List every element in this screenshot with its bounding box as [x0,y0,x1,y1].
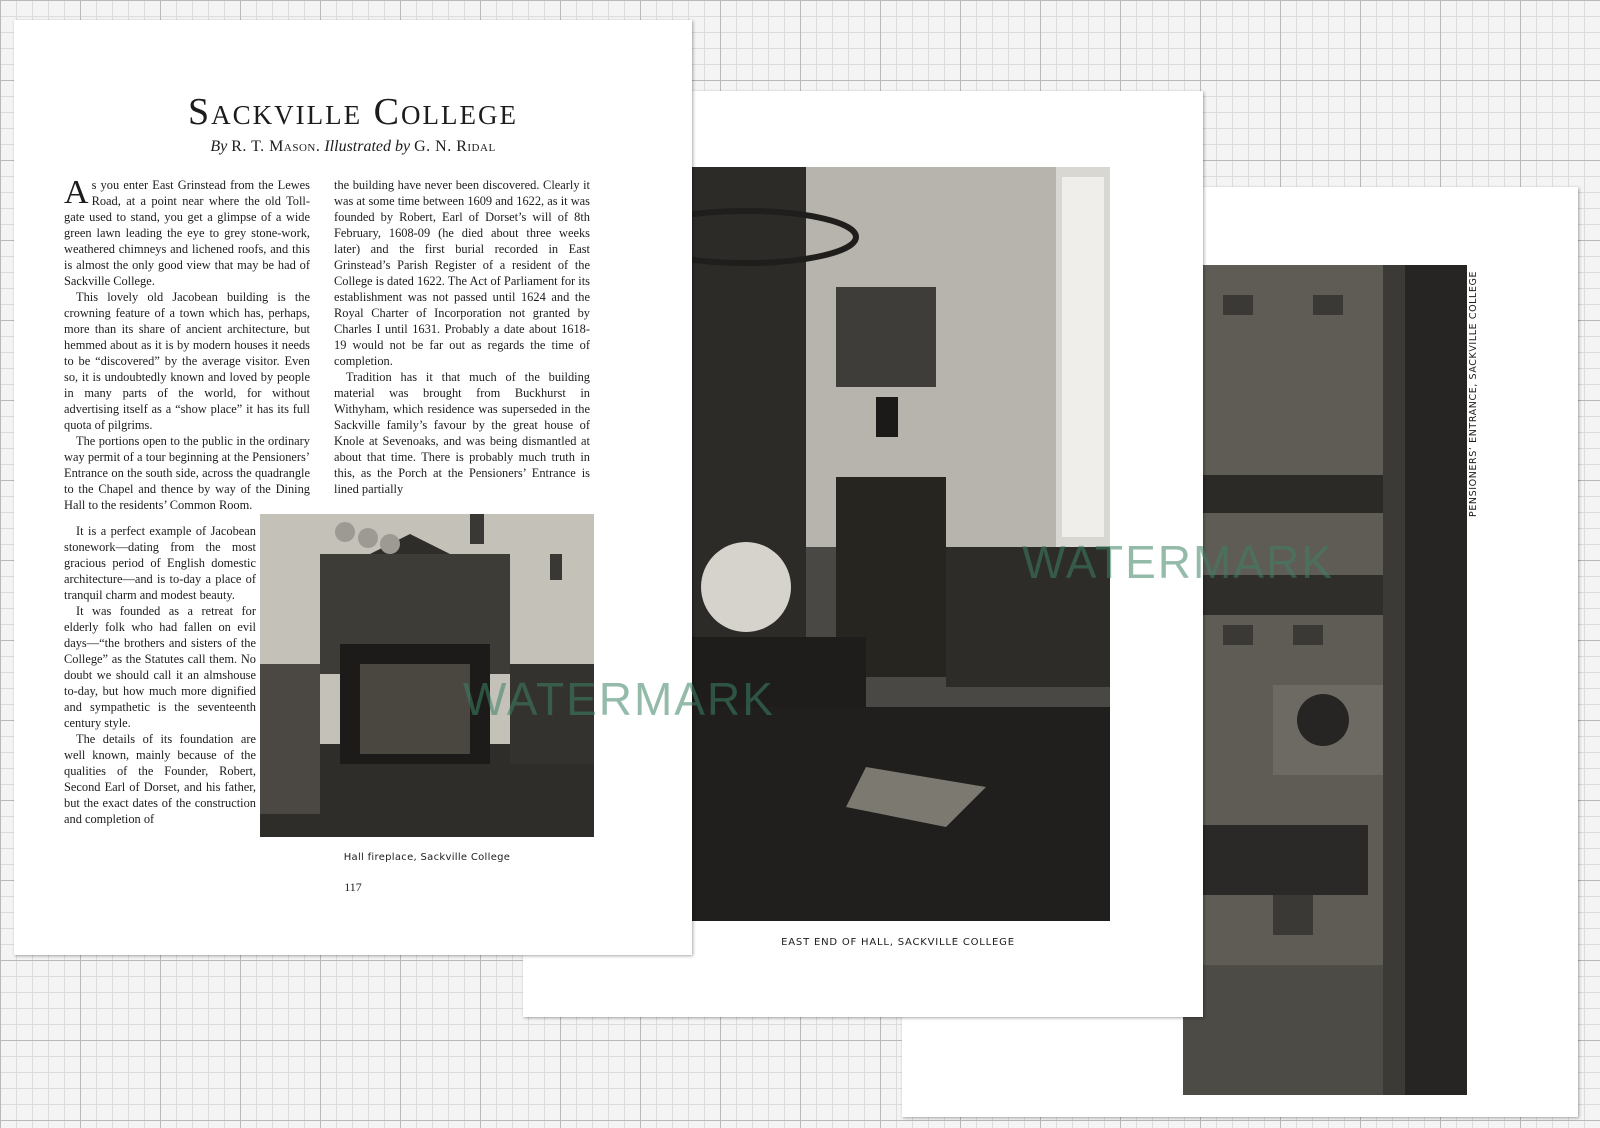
byline-illustrated: Illustrated by [324,138,411,155]
page-number: 117 [344,880,362,894]
photo-pensioners-entrance [1183,265,1467,1095]
drop-cap: A [64,174,89,211]
paragraph: The portions open to the public in the ordinary way permit of a tour beginning at the Pensioners’ Entrance on the south side, across the quadrangle to the Chapel and thence by way of the Dining Hall to the residents’ Common Room. [64,434,310,512]
paragraph: It was founded as a retreat for elderly folk who had fallen on evil days—“the brothers and sisters of the College” as the Statutes call them. No doubt we should call it an almshouse to-day, but how much more dignified and sympathetic is the seventeenth century style. [64,604,256,730]
article-column-1 [64,174,310,513]
article-column-1-lower [64,523,256,827]
caption-east-end-of-hall: EAST END OF HALL, SACKVILLE COLLEGE [781,937,1015,948]
byline-author: R. T. Mason. [231,138,321,155]
caption-hall-fireplace: Hall fireplace, Sackville College [343,852,511,863]
paragraph: Tradition has it that much of the building material was brought from Buckhurst in Withyham, which residence was superseded in the Sackville family’s favour by the great house of Knole at Sevenoaks, and was being dismantled at about that time. There is probably much truth in this, as the Porch at the Pensioners’ Entrance is lined partially [334,370,590,496]
byline-illustrator: G. N. Ridal [414,138,496,155]
page-article [14,20,692,955]
paragraph: The details of its foundation are well known, mainly because of the qualities of the Founder, Robert, Second Earl of Dorset, and his father, but the exact dates of the construction and completion of [64,732,256,826]
paragraph-text: s you enter East Grinstead from the Lewes Road, at a point near where the old Toll-gate used to stand, you get a glimpse of a wide green lawn leading the eye to grey stone-work, weathered chimneys and lichened roofs, and this is almost the only good view that may be had of Sackville College. [64,178,310,288]
article-column-2 [334,177,590,497]
caption-pensioners-entrance: PENSIONERS’ ENTRANCE, SACKVILLE COLLEGE [1468,270,1479,517]
article-byline [14,138,692,156]
watermark: WATERMARK [1022,536,1334,588]
paragraph: It is a perfect example of Jacobean stonework—dating from the most gracious period of English domestic architecture—and is to-day a place of tranquil charm and modest beauty. [64,524,256,602]
paragraph [64,174,310,289]
paragraph: the building have never been discovered. Clearly it was at some time between 1609 and 1622, as it was founded by Robert, Earl of Dorset’s will of 8th February, 1608-09 (he died about three weeks later) and the first burial recorded in East Grinstead’s Parish Register of a resident of the College is dated 1622. The Act of Parliament for its establishment was not passed until 1624 and the Royal Charter of Incorporation not granted by Charles I until 1631. Probably a date about 1618-19 would not be far out as regards the time of completion. [334,178,590,368]
watermark: WATERMARK [463,673,775,725]
article-title: Sackville College [188,91,518,133]
paragraph: This lovely old Jacobean building is the crowning feature of a town which has, perhaps, more than its share of ancient architecture, but hemmed about as it is by modern houses it needs to be “discovered” by the average visitor. Even so, it is undoubtedly known and loved by people in many parts of the world, for without advertising itself as a “show place” it has its full quota of pilgrims. [64,290,310,432]
byline-by: By [210,138,228,155]
